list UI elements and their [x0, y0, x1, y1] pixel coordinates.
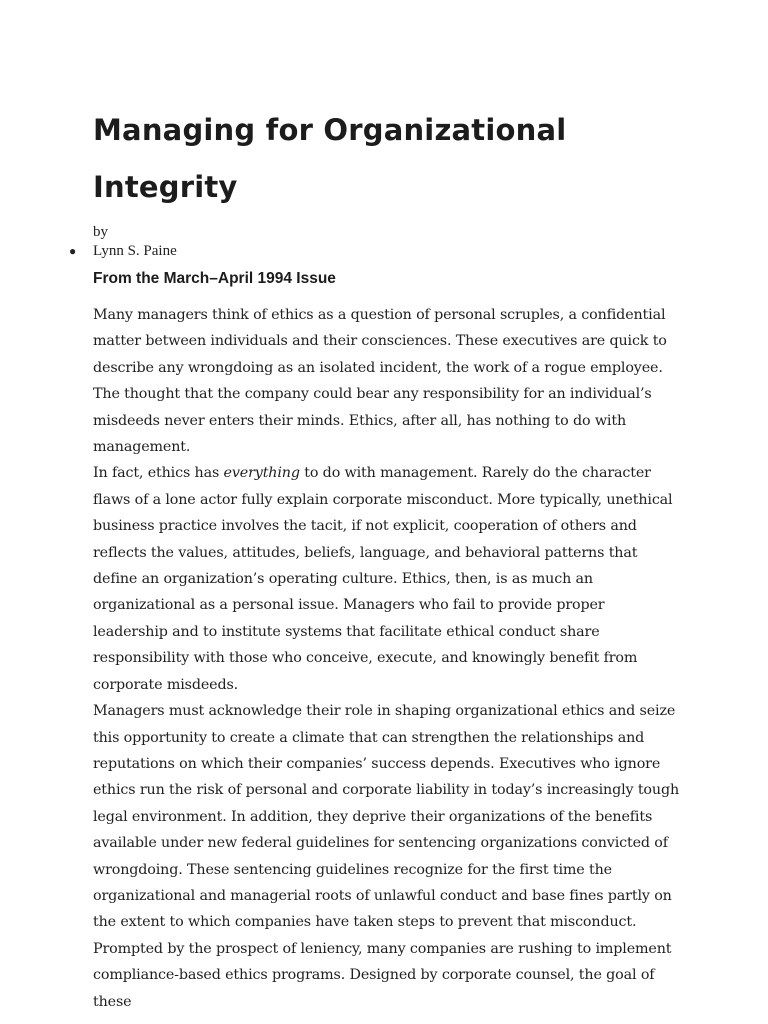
issue-date: From the March–April 1994 Issue	[93, 270, 336, 287]
emphasis-text: everything	[223, 465, 300, 482]
bullet-icon: ●	[69, 244, 77, 258]
author-item	[69, 242, 683, 261]
paragraph-text: In fact, ethics has	[93, 465, 224, 482]
byline-label: by	[93, 224, 108, 240]
author-name-link[interactable]: Lynn S. Paine	[93, 243, 177, 259]
article	[69, 102, 683, 1015]
paragraph-text: to do with management. Rarely do the character flaws of a lone actor fully explain corporate misconduct. More typically, unethical business practice involves the tacit, if not explicit, cooperation of others and reflects the values, attitudes, beliefs, language, and behavioral patterns that define an organization’s operating culture. Ethics, then, is as much an organizational as a personal issue. Managers who fail to provide proper leadership and to institute systems that facilitate ethical conduct share responsibility with those who conceive, execute, and knowingly benefit from corporate misdeeds.	[93, 465, 673, 693]
article-title: Managing for Organizational Integrity	[93, 113, 567, 204]
paragraph	[93, 460, 683, 698]
article-body	[93, 302, 683, 1015]
author-list	[69, 242, 683, 261]
paragraph: Managers must acknowledge their role in shaping organizational ethics and seize this opportunity to create a climate that can strengthen the relationships and reputations on which their companies’ success depends. Executives who ignore ethics run the risk of personal and corporate liability in today’s increasingly tough legal environment. In addition, they deprive their organizations of the benefits available under new federal guidelines for sentencing organizations convicted of wrongdoing. These sentencing guidelines recognize for the first time the organizational and managerial roots of unlawful conduct and base fines partly on the extent to which companies have taken steps to prevent that misconduct.	[93, 703, 680, 931]
paragraph: Prompted by the prospect of leniency, many companies are rushing to implement compliance-based ethics programs. Designed by corporate counsel, the goal of these	[93, 940, 672, 1010]
paragraph: Many managers think of ethics as a question of personal scruples, a confidential matter between individuals and their consciences. These executives are quick to describe any wrongdoing as an isolated incident, the work of a rogue employee. The thought that the company could bear any responsibility for an individual’s misdeeds never enters their minds. Ethics, after all, has nothing to do with management.	[93, 307, 667, 456]
